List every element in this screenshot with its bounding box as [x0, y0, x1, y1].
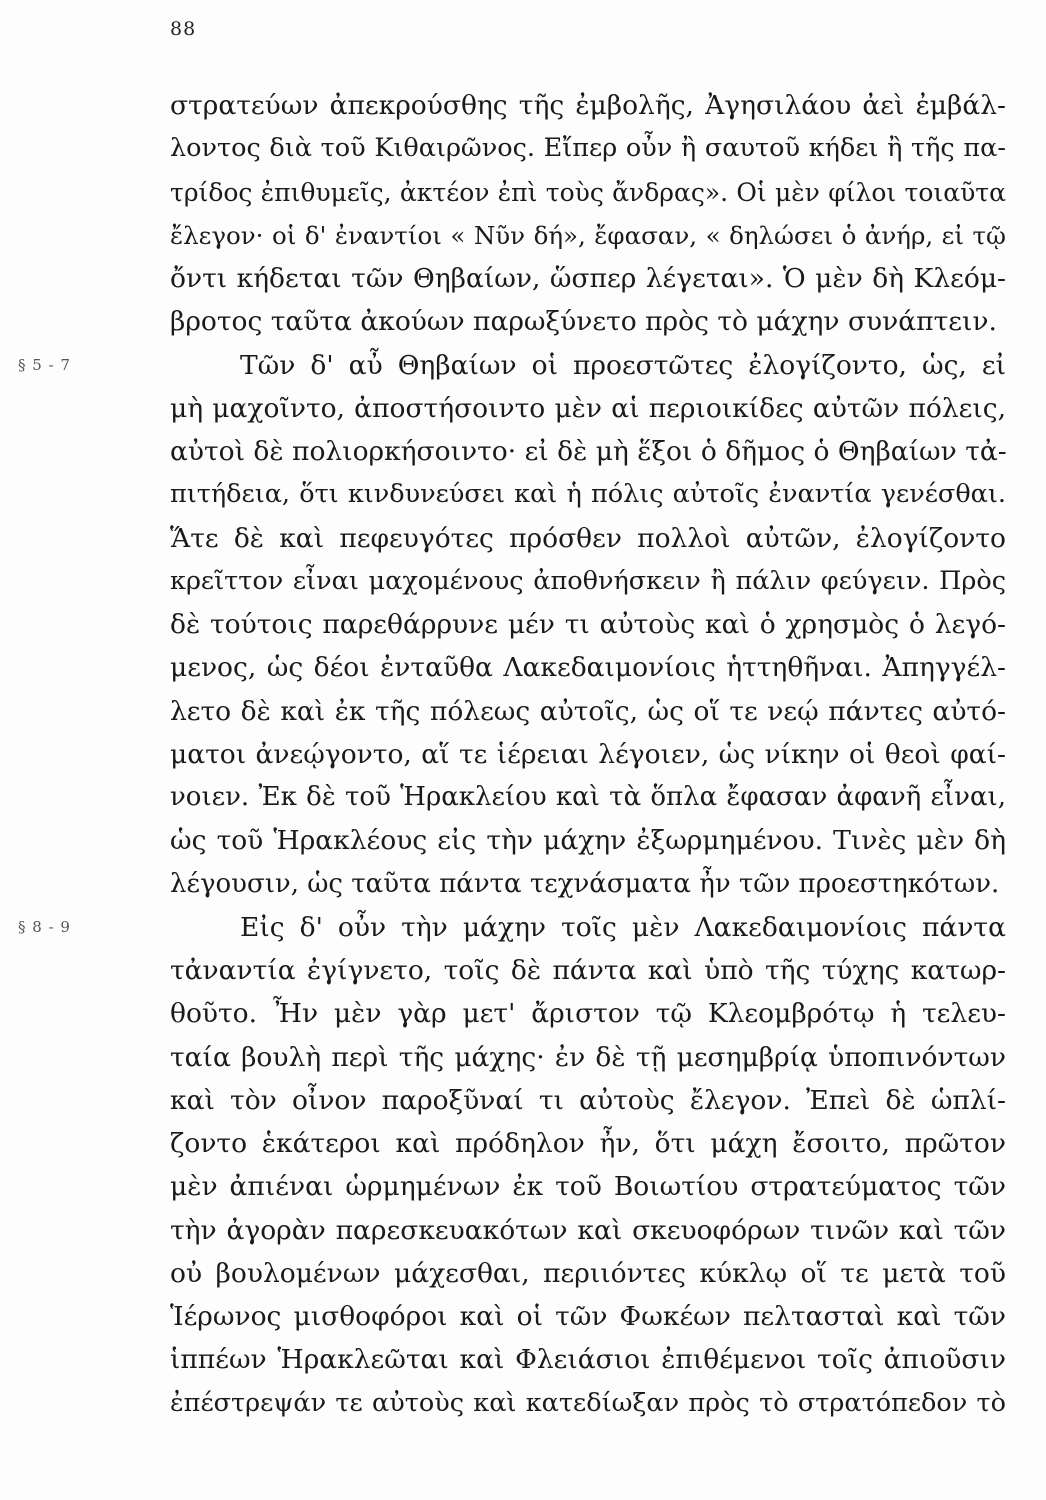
paragraph-start-line: [18, 344, 1006, 387]
text-line: ἔλεγον· οἱ δ' ἐναντίοι « Νῦν δή», ἔφασαν, « δηλώσει ὁ ἀνήρ, εἰ τῷ: [170, 220, 1006, 250]
text-line: ἱππέων Ἡρακλεῶται καὶ Φλειάσιοι ἐπιθέμενοι τοῖς ἀπιοῦσιν: [170, 1344, 1006, 1376]
page-number: 88: [170, 18, 197, 40]
text-line: Ἅτε δὲ καὶ πεφευγότες πρόσθεν πολλοὶ αὐτῶν, ἐλογίζοντο: [170, 522, 1006, 554]
text-line-content: Εἰς δ' οὖν τὴν μάχην τοῖς μὲν Λακεδαιμονίοις πάντα: [240, 911, 1006, 943]
text-line: οὐ βουλομένων μάχεσθαι, περιιόντες κύκλῳ οἵ τε μετὰ τοῦ: [170, 1257, 1006, 1289]
text-line: ζοντο ἑκάτεροι καὶ πρόδηλον ἦν, ὅτι μάχη ἔσοιτο, πρῶτον: [170, 1128, 1006, 1159]
text-line: κρεῖττον εἶναι μαχομένους ἀποθνήσκειν ἢ πάλιν φεύγειν. Πρὸς: [170, 565, 1006, 596]
text-line: στρατεύων ἀπεκρούσθης τῆς ἐμβολῆς, Ἀγησιλάου ἀεὶ ἐμβάλ-: [170, 90, 1006, 121]
margin-section-reference: § 5 - 7: [18, 355, 71, 374]
text-line: τρίδος ἐπιθυμεῖς, ἀκτέον ἐπὶ τοὺς ἄνδρας». Οἱ μὲν φίλοι τοιαῦτα: [170, 177, 1006, 207]
text-line: τἀναντία ἐγίγνετο, τοῖς δὲ πάντα καὶ ὑπὸ τῆς τύχης κατωρ-: [170, 955, 1006, 986]
text-line: τὴν ἀγορὰν παρεσκευακότων καὶ σκευοφόρων τινῶν καὶ τῶν: [170, 1214, 1006, 1246]
text-line: ταία βουλὴ περὶ τῆς μάχης· ἐν δὲ τῇ μεσημβρίᾳ ὑποπινόντων: [170, 1041, 1006, 1073]
text-line: δὲ τούτοις παρεθάρρυνε μέν τι αὐτοὺς καὶ ὁ χρησμὸς ὁ λεγό-: [170, 609, 1006, 640]
text-line: μὲν ἀπιέναι ὡρμημένων ἐκ τοῦ Βοιωτίου στρατεύματος τῶν: [170, 1171, 1006, 1203]
text-line: καὶ τὸν οἶνον παροξῦναί τι αὐτοὺς ἔλεγον. Ἐπεὶ δὲ ὡπλί-: [170, 1084, 1006, 1116]
text-line: αὐτοὶ δὲ πολιορκήσοιντο· εἰ δὲ μὴ ἕξοι ὁ δῆμος ὁ Θηβαίων τἀ-: [170, 436, 1007, 467]
text-line: ὄντι κήδεται τῶν Θηβαίων, ὥσπερ λέγεται». Ὁ μὲν δὴ Κλεόμ-: [170, 263, 1006, 294]
text-line: νοιεν. Ἐκ δὲ τοῦ Ἡρακλείου καὶ τὰ ὅπλα ἔφασαν ἀφανῆ εἶναι,: [170, 782, 1006, 812]
text-line: ματοι ἀνεῴγοντο, αἵ τε ἱέρειαι λέγοιεν, ὡς νίκην οἱ θεοὶ φαί-: [170, 738, 1006, 770]
text-line: πιτήδεια, ὅτι κινδυνεύσει καὶ ἡ πόλις αὐτοῖς ἐναντία γενέσθαι.: [170, 479, 1006, 510]
text-line: μενος, ὡς δέοι ἐνταῦθα Λακεδαιμονίοις ἡττηθῆναι. Ἀπηγγέλ-: [170, 652, 1006, 684]
text-line: βροτος ταῦτα ἀκούων παρωξύνετο πρὸς τὸ μάχην συνάπτειν.: [170, 306, 997, 338]
text-line: μὴ μαχοῖντο, ἀποστήσοιντο μὲν αἱ περιοικίδες αὐτῶν πόλεις,: [170, 392, 1006, 424]
margin-section-reference: § 8 - 9: [18, 917, 71, 936]
text-line-content: Τῶν δ' αὖ Θηβαίων οἱ προεστῶτες ἐλογίζοντο, ὡς, εἰ: [240, 349, 1006, 381]
text-line: ἐπέστρεψάν τε αὐτοὺς καὶ κατεδίωξαν πρὸς τὸ στρατόπεδον τὸ: [170, 1387, 1006, 1418]
text-line: θοῦτο. Ἦν μὲν γὰρ μετ' ἄριστον τῷ Κλεομβρότῳ ἡ τελευ-: [170, 998, 1006, 1030]
text-line: λοντος διὰ τοῦ Κιθαιρῶνος. Εἴπερ οὖν ἢ σαυτοῦ κήδει ἢ τῆς πα-: [170, 133, 1006, 164]
text-line: ὡς τοῦ Ἡρακλέους εἰς τὴν μάχην ἐξωρμημένου. Τινὲς μὲν δὴ: [170, 825, 1006, 857]
text-line: λέγουσιν, ὡς ταῦτα πάντα τεχνάσματα ἦν τῶν προεστηκότων.: [170, 868, 1000, 899]
text-line: λετο δὲ καὶ ἐκ τῆς πόλεως αὐτοῖς, ὡς οἵ τε νεῴ πάντες αὐτό-: [170, 695, 1006, 727]
paragraph-start-line: [18, 906, 1006, 949]
body-text: [18, 84, 1007, 1425]
text-line: Ἱέρωνος μισθοφόροι καὶ οἱ τῶν Φωκέων πελτασταὶ καὶ τῶν: [170, 1301, 1006, 1332]
